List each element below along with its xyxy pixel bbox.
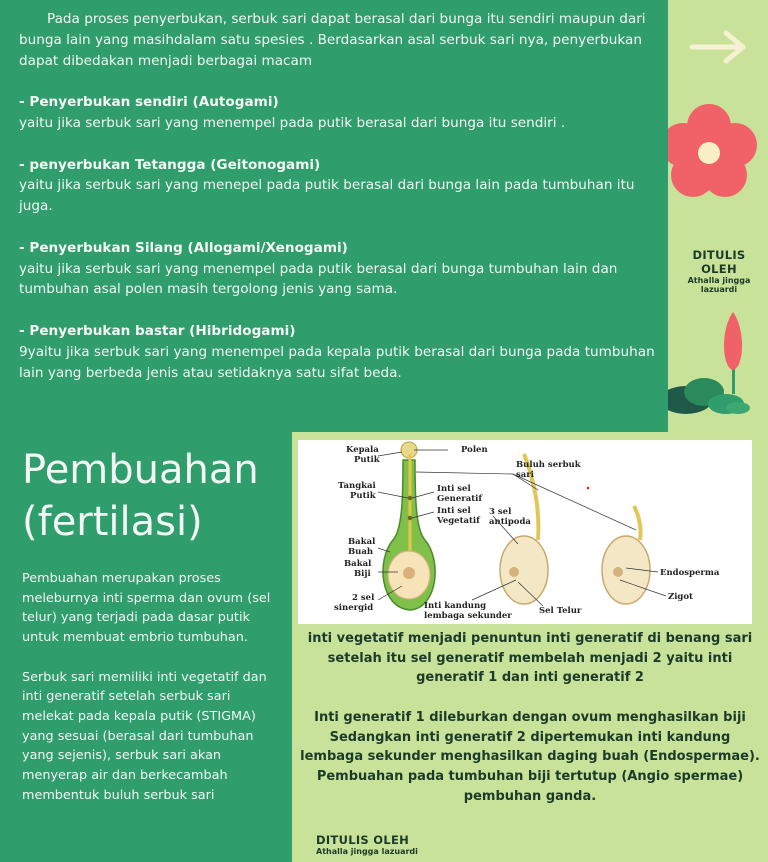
- label-inti-generatif: Inti sel: [437, 484, 471, 494]
- label-bakal-buah: Bakal: [348, 537, 376, 547]
- side-panel: [668, 0, 768, 432]
- right-paragraph: inti vegetatif menjadi penuntun inti generatif di benang sari setelah itu sel generatif membelah menjadi 2 yaitu inti generatif 1 dan inti generatif 2: [307, 631, 753, 686]
- label-bakal-biji: Bakal: [344, 559, 372, 569]
- label-inti-kandung-2: lembaga sekunder: [424, 611, 512, 621]
- pistil-illustration: [383, 442, 435, 610]
- label-inti-vegetatif-2: Vegetatif: [437, 516, 480, 526]
- type-title: - Penyerbukan sendiri (Autogami): [19, 94, 279, 111]
- side-decorations: [668, 0, 768, 432]
- type-title: - Penyerbukan Silang (Allogami/Xenogami): [19, 239, 348, 256]
- type-title: - Penyerbukan bastar (Hibridogami): [19, 322, 296, 339]
- type-desc: yaitu jika serbuk sari yang menempel pada putik berasal dari bunga itu sendiri .: [19, 114, 566, 131]
- label-zigot: Zigot: [668, 592, 693, 602]
- left-paragraph: Serbuk sari memiliki inti vegetatif dan inti generatif setelah serbuk sari melekat pada kepala putik (STIGMA) yang sesuai (berasal dari tumbuhan yang sejenis), serbuk sari akan menyerap air dan berkecambah membentuk buluh serbuk sari: [22, 669, 267, 803]
- label-sinergid: 2 sel: [352, 593, 375, 603]
- left-paragraph: Pembuahan merupakan proses meleburnya inti sperma dan ovum (sel telur) yang terjadi pada dasar putik untuk membuat embrio tumbuhan.: [22, 571, 271, 646]
- label-bakal-buah-2: Buah: [348, 547, 374, 557]
- bottom-credit: DITULIS OLEH Athalla jingga lazuardi: [316, 833, 418, 856]
- fertilization-text: [22, 569, 284, 805]
- label-kepala-putik: Kepala: [346, 445, 379, 455]
- label-antipoda-2: antipoda: [489, 517, 531, 527]
- tree-icon: [724, 312, 742, 394]
- side-credit: DITULIS OLEH Athalla jingga lazuardi: [687, 248, 751, 294]
- label-tangkai-2: Putik: [350, 491, 376, 501]
- label-sel-telur: Sel Telur: [539, 606, 582, 616]
- section-title: Pembuahan (fertilasi): [22, 447, 259, 545]
- label-buluh-2: sari: [516, 470, 535, 480]
- fertilization-diagram: [298, 440, 752, 624]
- type-desc: yaitu jika serbuk sari yang menepel pada putik berasal dari bunga lain pada tumbuhan itu juga.: [19, 177, 635, 215]
- label-kepala-putik-2: Putik: [354, 455, 380, 465]
- explanation-text: [300, 629, 760, 806]
- label-antipoda: 3 sel: [489, 507, 512, 517]
- flower-icon: [668, 104, 757, 197]
- type-title: - penyerbukan Tetangga (Geitonogami): [19, 156, 321, 173]
- label-inti-vegetatif: Inti sel: [437, 506, 471, 516]
- intro-paragraph: Pada proses penyerbukan, serbuk sari dapat berasal dari bunga itu sendiri maupun dari bunga lain yang masihdalam satu spesies . Berdasarkan asal serbuk sari nya, penyerbukan dapat dibedakan menjadi berbagai macam: [19, 11, 646, 69]
- seed-illustration: [602, 506, 650, 604]
- bush-icon: [668, 378, 750, 414]
- label-inti-generatif-2: Generatif: [437, 494, 483, 504]
- type-desc: 9yaitu jika serbuk sari yang menempel pada kepala putik berasal dari bunga pada tumbuhan lain yang berbeda jenis atau setidaknya satu sifat beda.: [19, 343, 655, 381]
- label-tangkai: Tangkai: [338, 481, 376, 491]
- label-buluh: Buluh serbuk: [516, 460, 581, 470]
- type-desc: yaitu jika serbuk sari yang menempel pada putik berasal dari bunga tumbuhan lain dan tumbuhan asal polen masih tergolong jenis yang sama.: [19, 260, 618, 298]
- arrow-right-icon: [692, 33, 743, 61]
- label-endosperma: Endosperma: [660, 568, 720, 578]
- label-bakal-biji-2: Biji: [354, 569, 371, 579]
- right-paragraph: Inti generatif 1 dileburkan dengan ovum menghasilkan biji Sedangkan inti generatif 2 dipertemukan inti kandung lembaga sekunder menghasilkan daging buah (Endospermae).: [300, 709, 760, 765]
- label-inti-kandung: Inti kandung: [424, 601, 487, 611]
- right-paragraph: Pembuahan pada tumbuhan biji tertutup (Angio spermae) pembuhan ganda.: [316, 768, 744, 804]
- pollination-text: [19, 9, 659, 383]
- label-polen: Polen: [461, 445, 488, 455]
- label-sinergid-2: sinergid: [334, 603, 374, 613]
